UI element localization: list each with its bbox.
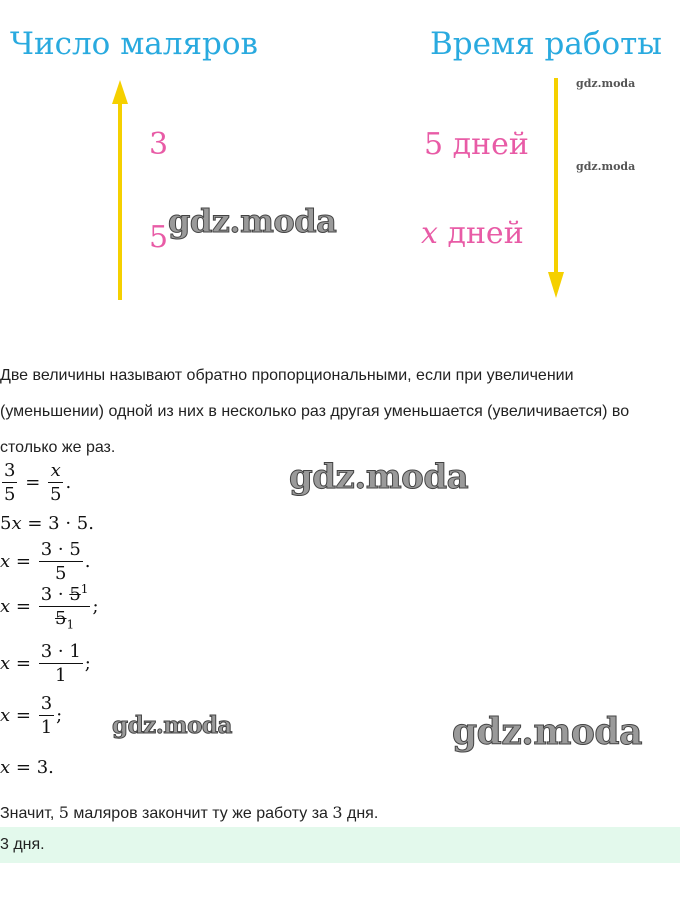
answer-text: 3 дня.	[0, 836, 45, 853]
equation-step-1: $\frac{3}{5}$ = $\frac{x}{5}$ .	[4, 460, 72, 505]
watermark-logo: gdz.moda	[168, 202, 337, 240]
equation-step-5: x = $\frac{3 \cdot 1}{1}$ ;	[0, 641, 91, 686]
conclusion-text: Значит, 5 маляров закончит ту же работу за 3 дня.	[0, 803, 379, 822]
equation-step-6: x = $\frac{3}{1}$ ;	[0, 693, 63, 738]
watermark-logo: gdz.moda	[576, 77, 636, 90]
equation-step-3: x = $\frac{3 \cdot 5}{5}$ .	[0, 539, 91, 584]
watermark-logo: gdz.moda	[289, 457, 469, 497]
equation-step-4: x = $\frac{3 \cdot 5^1}{5_1}$ ;	[0, 582, 99, 632]
painters-value-2: 5	[149, 220, 169, 255]
right-header: Время работы	[430, 26, 662, 62]
watermark-logo: gdz.moda	[452, 711, 642, 753]
time-value-2: x дней	[421, 216, 524, 251]
left-header: Число маляров	[10, 26, 258, 62]
answer-box	[0, 827, 680, 863]
explanation-text: Две величины называют обратно пропорциональными, если при увеличении (уменьшении) одной из них в несколько раз другая уменьшается (увеличивается) во столько же раз.	[0, 367, 630, 456]
down-arrow	[544, 76, 568, 302]
painters-value-1: 3	[149, 127, 169, 162]
equation-step-2: 5x = 3 · 5.	[0, 513, 94, 534]
up-arrow	[108, 78, 132, 304]
watermark-logo: gdz.moda	[576, 160, 636, 173]
equation-step-7: x = 3.	[0, 757, 54, 778]
watermark-logo: gdz.moda	[112, 712, 232, 739]
time-value-1: 5 дней	[424, 127, 529, 162]
